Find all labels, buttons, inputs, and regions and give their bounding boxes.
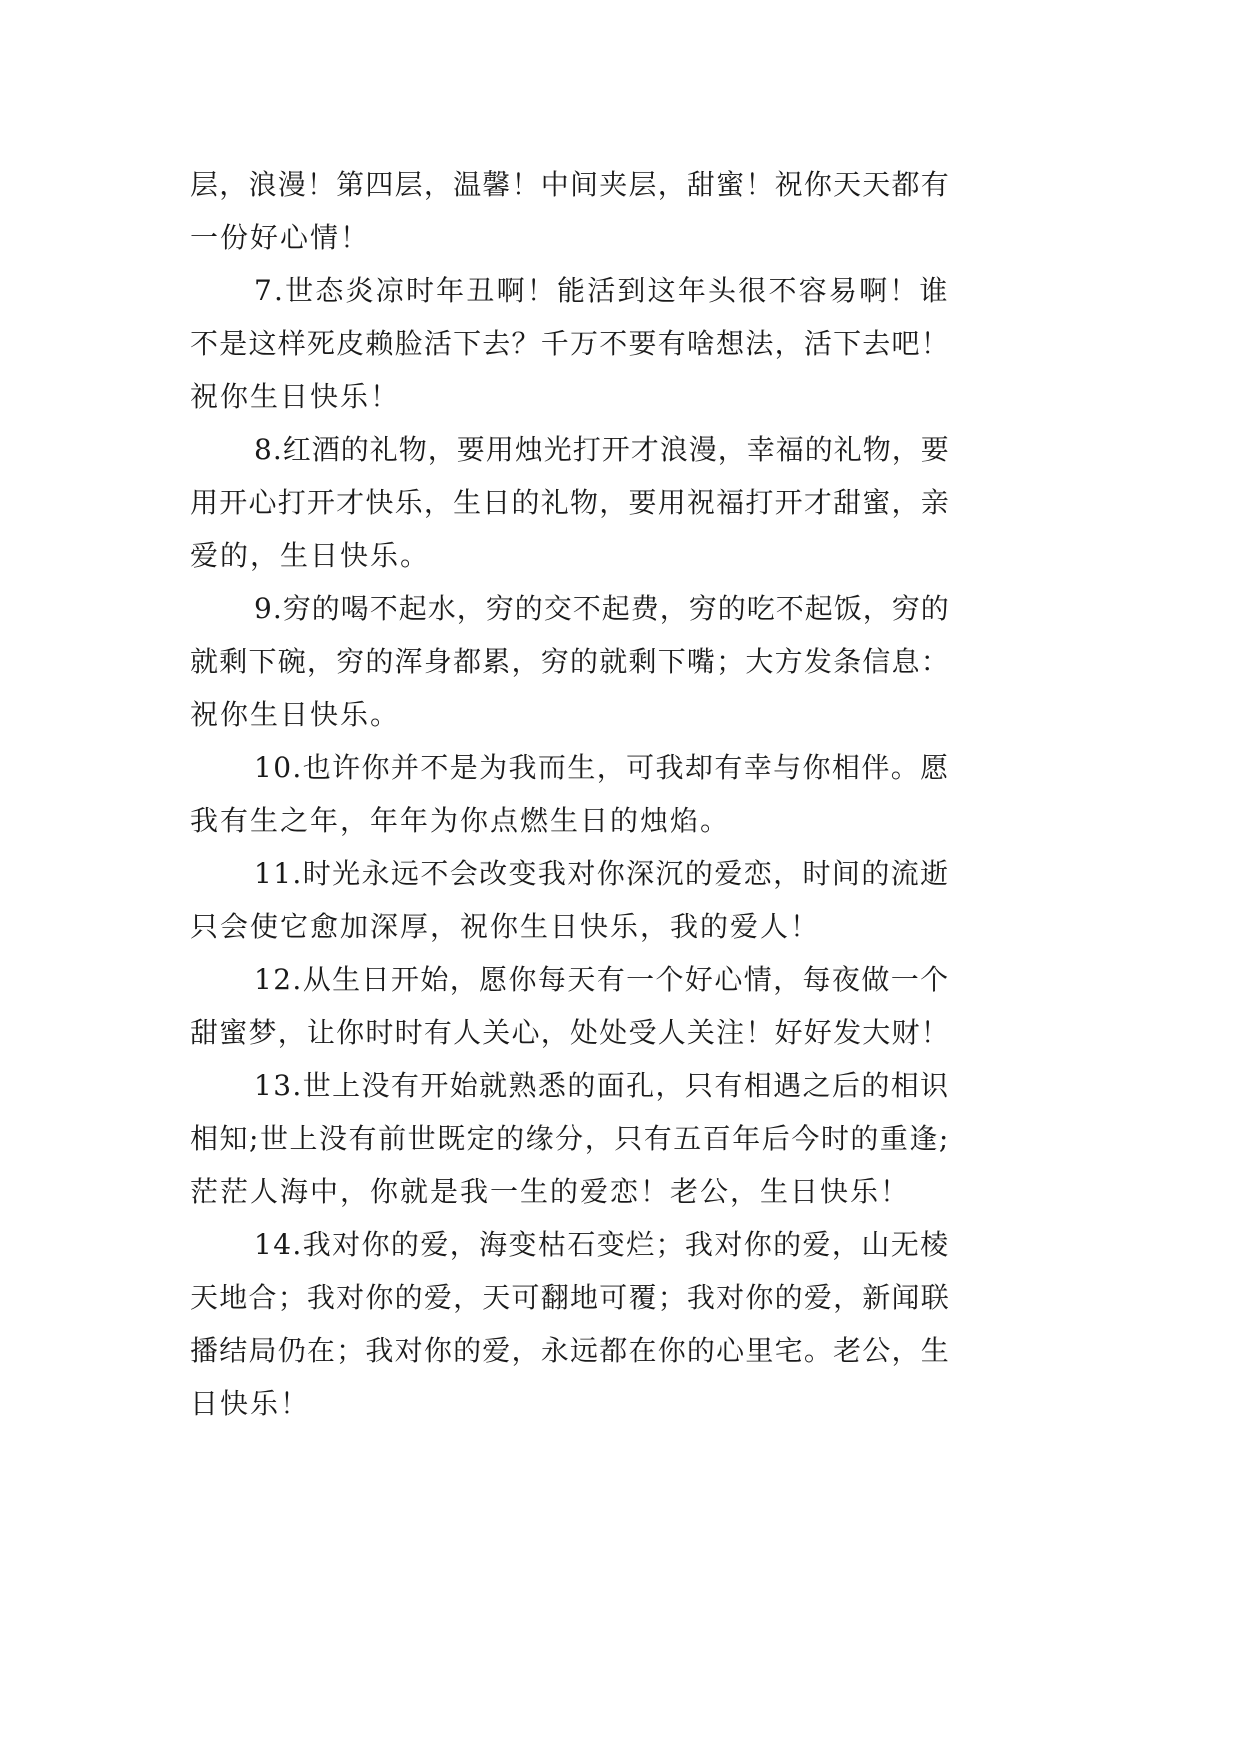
text-line: 9.穷的喝不起水，穷的交不起费，穷的吃不起饭，穷的: [254, 592, 950, 625]
text-line: 13.世上没有开始就熟悉的面孔，只有相遇之后的相识: [254, 1069, 950, 1102]
text-line: 我有生之年，年年为你点燃生日的烛焰。: [190, 804, 731, 837]
text-line: 7.世态炎凉时年丑啊！能活到这年头很不容易啊！谁: [254, 274, 950, 307]
text-line: 12.从生日开始，愿你每天有一个好心情，每夜做一个: [254, 963, 950, 996]
text-line: 层，浪漫！第四层，温馨！中间夹层，甜蜜！祝你天天都有: [190, 168, 951, 201]
text-line: 天地合；我对你的爱，天可翻地可覆；我对你的爱，新闻联: [190, 1281, 951, 1314]
text-line: 相知;世上没有前世既定的缘分，只有五百年后今时的重逢;: [190, 1122, 950, 1155]
text-line: 用开心打开才快乐，生日的礼物，要用祝福打开才甜蜜，亲: [190, 486, 951, 519]
text-line: 11.时光永远不会改变我对你深沉的爱恋，时间的流逝: [254, 857, 950, 890]
text-line: 一份好心情！: [190, 221, 371, 254]
text-line: 就剩下碗，穷的浑身都累，穷的就剩下嘴；大方发条信息：: [190, 645, 951, 678]
text-line: 爱的，生日快乐。: [190, 539, 431, 572]
text-line: 不是这样死皮赖脸活下去？千万不要有啥想法，活下去吧！: [190, 327, 951, 360]
text-line: 甜蜜梦，让你时时有人关心，处处受人关注！好好发大财！: [190, 1016, 951, 1049]
text-line: 茫茫人海中，你就是我一生的爱恋！老公，生日快乐！: [190, 1175, 911, 1208]
text-line: 14.我对你的爱，海变枯石变烂；我对你的爱，山无棱: [254, 1228, 950, 1261]
text-line: 只会使它愈加深厚，祝你生日快乐，我的爱人！: [190, 910, 821, 943]
text-line: 日快乐！: [190, 1387, 311, 1420]
text-line: 播结局仍在；我对你的爱，永远都在你的心里宅。老公，生: [190, 1334, 951, 1367]
text-line: 祝你生日快乐！: [190, 380, 401, 413]
text-line: 祝你生日快乐。: [190, 698, 401, 731]
text-line: 8.红酒的礼物，要用烛光打开才浪漫，幸福的礼物，要: [254, 433, 950, 466]
text-line: 10.也许你并不是为我而生，可我却有幸与你相伴。愿: [254, 751, 950, 784]
